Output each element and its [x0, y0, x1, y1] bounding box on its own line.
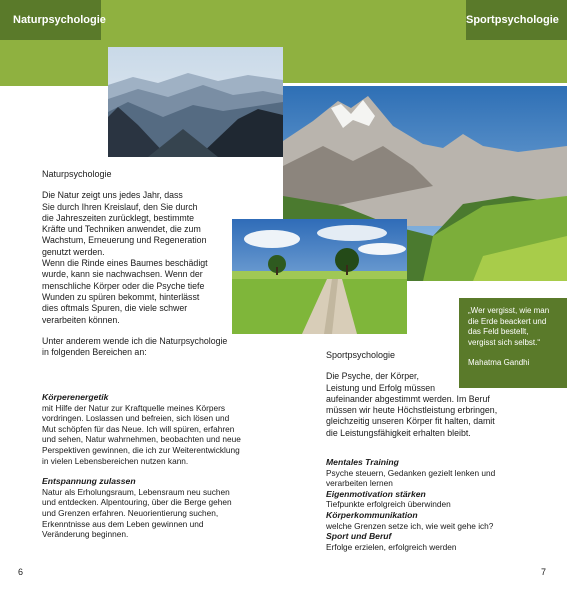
- lead-line: Unter anderem wende ich die Naturpsychologie: [42, 335, 228, 346]
- intro-line: müssen wir heute Höchstleistung erbringen,: [326, 405, 498, 416]
- eigenmotivation-title: Eigenmotivation stärken: [326, 488, 426, 499]
- sportpsychologie-heading: Sportpsychologie: [326, 350, 396, 360]
- section-line: und sehen, Natur wahrnehmen, beobachten und neue: [42, 434, 241, 445]
- section-line: und entdecken. Alpentouring, über die Berge gehen: [42, 497, 232, 508]
- intro-line: Die Psyche, der Körper,: [326, 371, 419, 382]
- country-path-trees-photo: [232, 219, 407, 334]
- item-line: Psyche steuern, Gedanken gezielt lenken und: [326, 467, 496, 478]
- intro-line: Kräfte und Techniken anwendet, die zum: [42, 224, 201, 235]
- section-line: Erkenntnisse aus dem Leben gewinnen und: [42, 518, 204, 529]
- item-line: verarbeiten lernen: [326, 478, 393, 489]
- intro-line: verarbeiten können.: [42, 314, 120, 325]
- intro-line: die Jahreszeiten zurücklegt, bestimmte: [42, 212, 195, 223]
- naturpsychologie-heading: Naturpsychologie: [42, 169, 112, 179]
- section-line: Mut schöpfen für das Neue. Ich will spüren, erfahren: [42, 423, 235, 434]
- section-line: und Grenzen erfahren. Neuorientierung suchen,: [42, 507, 219, 518]
- gandhi-quote-box: [459, 298, 567, 388]
- section-line: vordringen. Loslassen und befreien, sich lösen und: [42, 413, 230, 424]
- intro-line: Leistung und Erfolg müssen: [326, 382, 436, 393]
- quote-line: die Erde beackert und: [468, 316, 547, 326]
- intro-line: menschliche Körper oder die Psyche tiefe: [42, 280, 205, 291]
- right-items: [326, 457, 551, 552]
- entspannung-title: Entspannung zulassen: [42, 476, 136, 487]
- intro-line: Wenn die Rinde eines Baumes beschädigt: [42, 258, 208, 269]
- misty-mountain-valley-photo: [108, 47, 283, 157]
- item-line: Tiefpunkte erfolgreich überwinden: [326, 499, 451, 510]
- intro-line: Wunden zu spüren bekommt, hinterlässt: [42, 291, 200, 302]
- intro-line: wurde, kann sie nachwachsen. Wenn der: [42, 269, 203, 280]
- quote-line: „Wer vergisst, wie man: [468, 306, 550, 315]
- page-number-left: 6: [18, 567, 24, 577]
- item-line: welche Grenzen setze ich, wie weit gehe ich?: [326, 520, 494, 531]
- section-tab-sportpsychologie: Sportpsychologie: [466, 0, 567, 40]
- intro-line: dies oftmals Spuren, die viele schwer: [42, 303, 188, 314]
- koerperkommunikation-title: Körperkommunikation: [326, 509, 418, 520]
- section-line: Perspektiven gewinnen, die ich zur Weiterentwicklung: [42, 444, 240, 455]
- item-line: Erfolge erzielen, erfolgreich werden: [326, 541, 457, 552]
- intro-line: gleichzeitig unseren Körper fit halten, damit: [326, 416, 495, 427]
- intro-line: die Leistungsfähigkeit erhalten bleibt.: [326, 427, 471, 438]
- quote-line: vergisst sich selbst.“: [468, 337, 541, 347]
- intro-line: Wachstum, Erneuerung und Regeneration: [42, 235, 207, 246]
- page-number-right: 7: [541, 567, 547, 577]
- intro-line: Die Natur zeigt uns jedes Jahr, dass: [42, 190, 183, 201]
- section-line: Veränderung beginnen.: [42, 529, 129, 540]
- left-sections: [42, 392, 272, 540]
- intro-line: Sie durch Ihren Kreislauf, den Sie durch: [42, 201, 198, 212]
- mentales-training-title: Mentales Training: [326, 457, 399, 467]
- section-line: mit Hilfe der Natur zur Kraftquelle meines Körpers: [42, 402, 226, 413]
- lead-line: in folgenden Bereichen an:: [42, 347, 147, 358]
- quote-author: Mahatma Gandhi: [468, 358, 530, 367]
- left-text-column: [42, 169, 242, 358]
- intro-line: aufeinander abgestimmt werden. Im Beruf: [326, 393, 490, 404]
- section-tab-naturpsychologie: Naturpsychologie: [0, 0, 101, 40]
- intro-line: genutzt werden.: [42, 246, 105, 257]
- koerperenergetik-title: Körperenergetik: [42, 392, 109, 402]
- section-line: Natur als Erholungsraum, Lebensraum neu suchen: [42, 486, 230, 497]
- section-line: in vielen Lebensbereichen nutzen kann.: [42, 455, 189, 466]
- sport-und-beruf-title: Sport und Beruf: [326, 531, 392, 542]
- quote-line: das Feld bestellt,: [468, 327, 529, 336]
